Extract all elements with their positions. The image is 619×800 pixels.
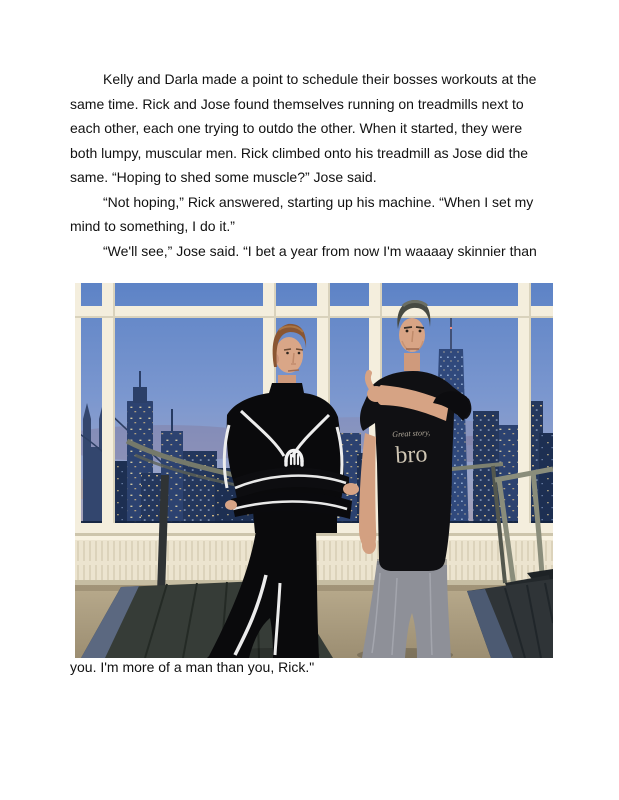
story-line: each other, each one trying to outdo the other. When it started, they were [70,120,523,136]
shirt-text-word: bro [394,441,429,469]
story-line: “Not hoping,” Rick answered, starting up his machine. “When I set my [103,193,534,210]
rick-hand [343,483,359,495]
story-line-bottom: you. I'm more of a man than you, Rick." [70,659,315,675]
story-line: mind to something, I do it.” [70,218,235,234]
rick-head [275,337,303,373]
jose-hand [362,536,376,554]
story-line: both lumpy, muscular men. Rick climbed onto his treadmill as Jose did the [70,144,529,161]
gym-illustration [75,283,553,658]
story-line: Kelly and Darla made a point to schedule their bosses workouts at the [103,71,537,87]
shirt-text-top: Great story, [392,428,431,440]
jose-neck [404,353,420,371]
story-paragraphs [70,67,570,263]
shirt-text [392,428,432,469]
story-line: “We'll see,” Jose said. “I bet a year from now I'm waaaay skinnier than [103,242,537,259]
story-line: same. “Hoping to shed some muscle?” Jose said. [70,169,377,185]
jose-thumb [368,373,371,387]
story-line: same time. Rick and Jose found themselves running on treadmills next to [70,95,524,112]
